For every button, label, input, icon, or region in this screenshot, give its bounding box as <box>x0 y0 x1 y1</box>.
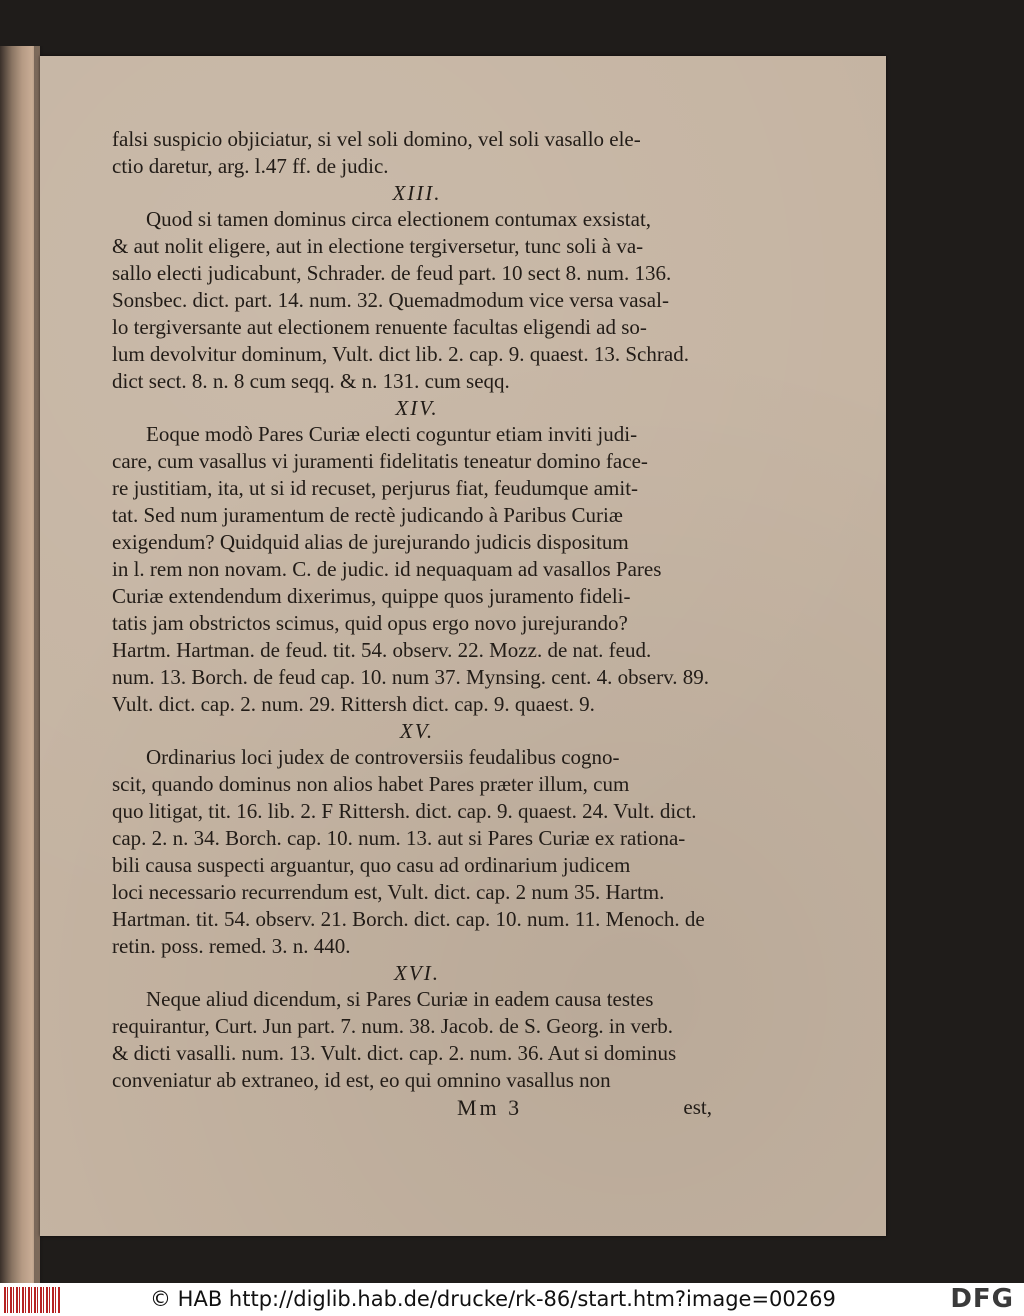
text-line: tatis jam obstrictos scimus, quid opus ergo novo jurejurando? <box>112 611 628 635</box>
section-heading: XVI. <box>394 961 440 985</box>
text-line: & dicti vasalli. num. 13. Vult. dict. cap. 2. num. 36. Aut si dominus <box>112 1041 677 1065</box>
text-line: dict sect. 8. n. 8 cum seqq. & n. 131. cum seqq. <box>112 369 510 393</box>
text-line: Curiæ extendendum dixerimus, quippe quos juramento fideli- <box>112 584 631 608</box>
citation-link[interactable]: © HAB http://diglib.hab.de/drucke/rk-86/start.htm?image=00269 <box>150 1287 836 1311</box>
text-line: scit, quando dominus non alios habet Pares præter illum, cum <box>112 772 630 796</box>
text-line: Ordinarius loci judex de controversiis feudalibus cogno- <box>146 745 620 769</box>
text-line: requirantur, Curt. Jun part. 7. num. 38. Jacob. de S. Georg. in verb. <box>112 1014 674 1038</box>
signature-mark: Mm 3 <box>457 1095 523 1120</box>
text-line: ctio daretur, arg. l.47 ff. de judic. <box>112 154 389 178</box>
text-line: retin. poss. remed. 3. n. 440. <box>112 934 351 958</box>
dfg-logo: DFG <box>950 1284 1014 1314</box>
hab-barcode-icon <box>4 1287 60 1313</box>
text-line: Hartm. Hartman. de feud. tit. 54. observ. 22. Mozz. de nat. feud. <box>112 638 652 662</box>
catchword: est, <box>683 1095 712 1119</box>
text-line: sallo electi judicabunt, Schrader. de feud part. 10 sect 8. num. 136. <box>112 261 672 285</box>
text-line: re justitiam, ita, ut si id recuset, perjurus fiat, feudumque amit- <box>112 476 639 500</box>
text-line: loci necessario recurrendum est, Vult. dict. cap. 2 num 35. Hartm. <box>112 880 665 904</box>
text-line: bili causa suspecti arguantur, quo casu ad ordinarium judicem <box>112 853 631 877</box>
section-heading: XIII. <box>392 181 442 205</box>
text-line: num. 13. Borch. de feud cap. 10. num 37. Mynsing. cent. 4. observ. 89. <box>112 665 710 689</box>
section-heading: XIV. <box>395 396 439 420</box>
text-line: Sonsbec. dict. part. 14. num. 32. Quemadmodum vice versa vasal- <box>112 288 669 312</box>
text-line: & aut nolit eligere, aut in electione tergiversetur, tunc soli à va- <box>112 234 644 258</box>
book-page <box>40 56 886 1236</box>
text-line: Hartman. tit. 54. observ. 21. Borch. dict. cap. 10. num. 11. Menoch. de <box>112 907 705 931</box>
text-line: quo litigat, tit. 16. lib. 2. F Rittersh. dict. cap. 9. quaest. 24. Vult. dict. <box>112 799 697 823</box>
text-line: in l. rem non novam. C. de judic. id nequaquam ad vasallos Pares <box>112 557 662 581</box>
section-heading: XV. <box>399 719 435 743</box>
text-line: tat. Sed num juramentum de rectè judicando à Paribus Curiæ <box>112 503 623 527</box>
text-line: falsi suspicio objiciatur, si vel soli domino, vel soli vasallo ele- <box>112 127 641 151</box>
text-line: care, cum vasallus vi juramenti fidelitatis teneatur domino face- <box>112 449 648 473</box>
text-line: Eoque modò Pares Curiæ electi coguntur etiam inviti judi- <box>146 422 638 446</box>
text-line: exigendum? Quidquid alias de jurejurando judicis dispositum <box>112 530 629 554</box>
text-line: Vult. dict. cap. 2. num. 29. Rittersh dict. cap. 9. quaest. 9. <box>112 692 595 716</box>
text-line: cap. 2. n. 34. Borch. cap. 10. num. 13. aut si Pares Curiæ ex rationa- <box>112 826 686 850</box>
text-line: Neque aliud dicendum, si Pares Curiæ in eadem causa testes <box>146 987 654 1011</box>
text-line: lo tergiversante aut electionem renuente facultas eligendi ad so- <box>112 315 647 339</box>
text-line: Quod si tamen dominus circa electionem contumax exsistat, <box>146 207 652 231</box>
text-line: conveniatur ab extraneo, id est, eo qui omnino vasallus non <box>112 1068 611 1092</box>
text-line: lum devolvitur dominum, Vult. dict lib. 2. cap. 9. quaest. 13. Schrad. <box>112 342 689 366</box>
page-footer-line <box>112 1094 722 1124</box>
page-text <box>112 126 722 1124</box>
footer-bar <box>0 1283 1024 1316</box>
